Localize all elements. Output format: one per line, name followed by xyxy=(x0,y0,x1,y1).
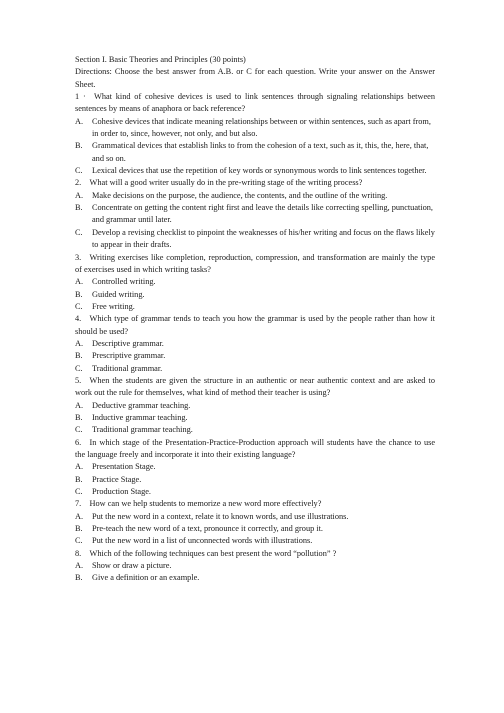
option-label: C. xyxy=(75,301,83,311)
section-title: Section I. Basic Theories and Principles (30 points) xyxy=(75,55,246,64)
option-label: B. xyxy=(75,573,83,583)
question-stem xyxy=(75,498,435,510)
option-text: Show or draw a picture. xyxy=(92,561,172,571)
question-stem xyxy=(75,437,435,462)
option-text: Develop a revising checklist to pinpoint the weaknesses of his/her writing and focus on the flaws likely to appear in their drafts. xyxy=(92,227,435,250)
question-stem xyxy=(75,375,435,400)
answer-option xyxy=(75,301,435,313)
option-label: C. xyxy=(75,536,83,546)
question-item xyxy=(75,177,435,251)
option-label: B. xyxy=(75,289,83,299)
question-item xyxy=(75,313,435,375)
question-item xyxy=(75,375,435,437)
option-label: B. xyxy=(75,412,83,422)
option-label: B. xyxy=(75,351,83,361)
question-item xyxy=(75,498,435,547)
option-text: Lexical devices that use the repetition of key words or synonymous words to link sentences together. xyxy=(92,166,427,176)
option-label: C. xyxy=(75,166,83,176)
question-text: Writing exercises like completion, reproduction, compression, and transformation are mainly the type of exercises used in which writing tasks? xyxy=(75,252,435,274)
question-text: When the students are given the structure in an authentic or near authentic context and are asked to work out the rule for themselves, what kind of method their teacher is using? xyxy=(75,375,435,398)
option-label: C. xyxy=(75,227,83,237)
option-text: Practice Stage. xyxy=(92,474,142,484)
question-list xyxy=(75,91,435,585)
option-text: Controlled writing. xyxy=(92,277,156,287)
option-label: C. xyxy=(75,487,83,497)
question-text: What kind of cohesive devices is used to link sentences through signaling relationships between sentences by means of anaphora or back reference? xyxy=(75,92,435,114)
option-text: Presentation Stage. xyxy=(92,462,156,472)
option-text: Guided writing. xyxy=(92,289,145,299)
option-label: B. xyxy=(75,474,83,484)
option-label: A. xyxy=(75,190,84,200)
option-label: A. xyxy=(75,338,84,348)
option-text: Make decisions on the purpose, the audience, the contents, and the outline of the writing. xyxy=(92,190,388,200)
question-item xyxy=(75,91,435,177)
answer-option xyxy=(75,116,435,141)
question-text: How can we help students to memorize a new word more effectively? xyxy=(89,499,322,509)
question-item xyxy=(75,252,435,314)
question-item xyxy=(75,548,435,585)
question-text: In which stage of the Presentation-Practice-Production approach will students have the chance to use the language freely and incorporate it into their existing language? xyxy=(75,437,435,459)
option-text: Traditional grammar teaching. xyxy=(92,425,193,435)
option-label: B. xyxy=(75,524,83,534)
answer-option xyxy=(75,412,435,424)
answer-option xyxy=(75,350,435,362)
option-label: B. xyxy=(75,141,83,151)
answer-option xyxy=(75,572,435,584)
page-content xyxy=(75,54,435,585)
option-label: B. xyxy=(75,203,83,213)
answer-option xyxy=(75,363,435,375)
option-text: Put the new word in a context, relate it to known words, and use illustrations. xyxy=(92,511,349,521)
option-text: Prescriptive grammar. xyxy=(92,351,166,361)
answer-option xyxy=(75,227,435,252)
answer-option xyxy=(75,474,435,486)
option-text: Inductive grammar teaching. xyxy=(92,412,188,422)
answer-option xyxy=(75,289,435,301)
question-number: 6. xyxy=(75,437,82,447)
question-text: Which of the following techniques can best present the word “pollution” ? xyxy=(89,548,337,558)
answer-option xyxy=(75,511,435,523)
option-text: Pre-teach the new word of a text, pronounce it correctly, and group it. xyxy=(92,524,323,534)
question-number: 3. xyxy=(75,252,82,262)
answer-option xyxy=(75,140,435,165)
answer-option xyxy=(75,165,435,177)
option-label: A. xyxy=(75,116,84,126)
option-text: Deductive grammar teaching. xyxy=(92,400,191,410)
option-text: Free writing. xyxy=(92,301,135,311)
question-number: 2. xyxy=(75,178,82,188)
answer-option xyxy=(75,400,435,412)
question-number: 4. xyxy=(75,314,82,324)
question-text: What will a good writer usually do in the pre-writing stage of the writing process? xyxy=(89,178,363,188)
option-text: Traditional grammar. xyxy=(92,363,163,373)
answer-option xyxy=(75,461,435,473)
question-text: Which type of grammar tends to teach you how the grammar is used by the people rather than how it should be used? xyxy=(75,314,435,336)
option-label: C. xyxy=(75,425,83,435)
option-text: Descriptive grammar. xyxy=(92,338,164,348)
question-stem xyxy=(75,177,435,189)
question-number: 1 · xyxy=(75,92,86,102)
option-label: A. xyxy=(75,277,84,287)
option-label: A. xyxy=(75,561,84,571)
answer-option xyxy=(75,276,435,288)
option-label: A. xyxy=(75,462,84,472)
question-item xyxy=(75,437,435,499)
option-label: A. xyxy=(75,511,84,521)
answer-option xyxy=(75,523,435,535)
option-text: Grammatical devices that establish links to from the cohesion of a text, such as it, this, the, here, that, and so on. xyxy=(92,141,429,163)
question-stem xyxy=(75,548,435,560)
question-stem xyxy=(75,313,435,338)
answer-option xyxy=(75,338,435,350)
option-label: A. xyxy=(75,400,84,410)
answer-option xyxy=(75,486,435,498)
option-text: Put the new word in a list of unconnected words with illustrations. xyxy=(92,536,313,546)
option-text: Production Stage. xyxy=(92,487,151,497)
question-number: 8. xyxy=(75,548,82,558)
question-stem xyxy=(75,91,435,116)
answer-option xyxy=(75,424,435,436)
option-text: Cohesive devices that indicate meaning relationships between or within sentences, such as apart from, in order to, since, however, not only, and but also. xyxy=(92,116,431,139)
answer-option xyxy=(75,202,435,227)
question-stem xyxy=(75,252,435,277)
option-text: Give a definition or an example. xyxy=(92,573,200,583)
option-text: Concentrate on getting the content right first and leave the details like correcting spelling, punctuation, and grammar until later. xyxy=(92,203,433,225)
question-number: 7. xyxy=(75,499,82,509)
answer-option xyxy=(75,560,435,572)
directions: Directions: Choose the best answer from A.B. or C for each question. Write your answer on the Answer Sheet. xyxy=(75,67,435,89)
answer-option xyxy=(75,535,435,547)
answer-option xyxy=(75,190,435,202)
question-number: 5. xyxy=(75,375,82,385)
option-label: C. xyxy=(75,363,83,373)
